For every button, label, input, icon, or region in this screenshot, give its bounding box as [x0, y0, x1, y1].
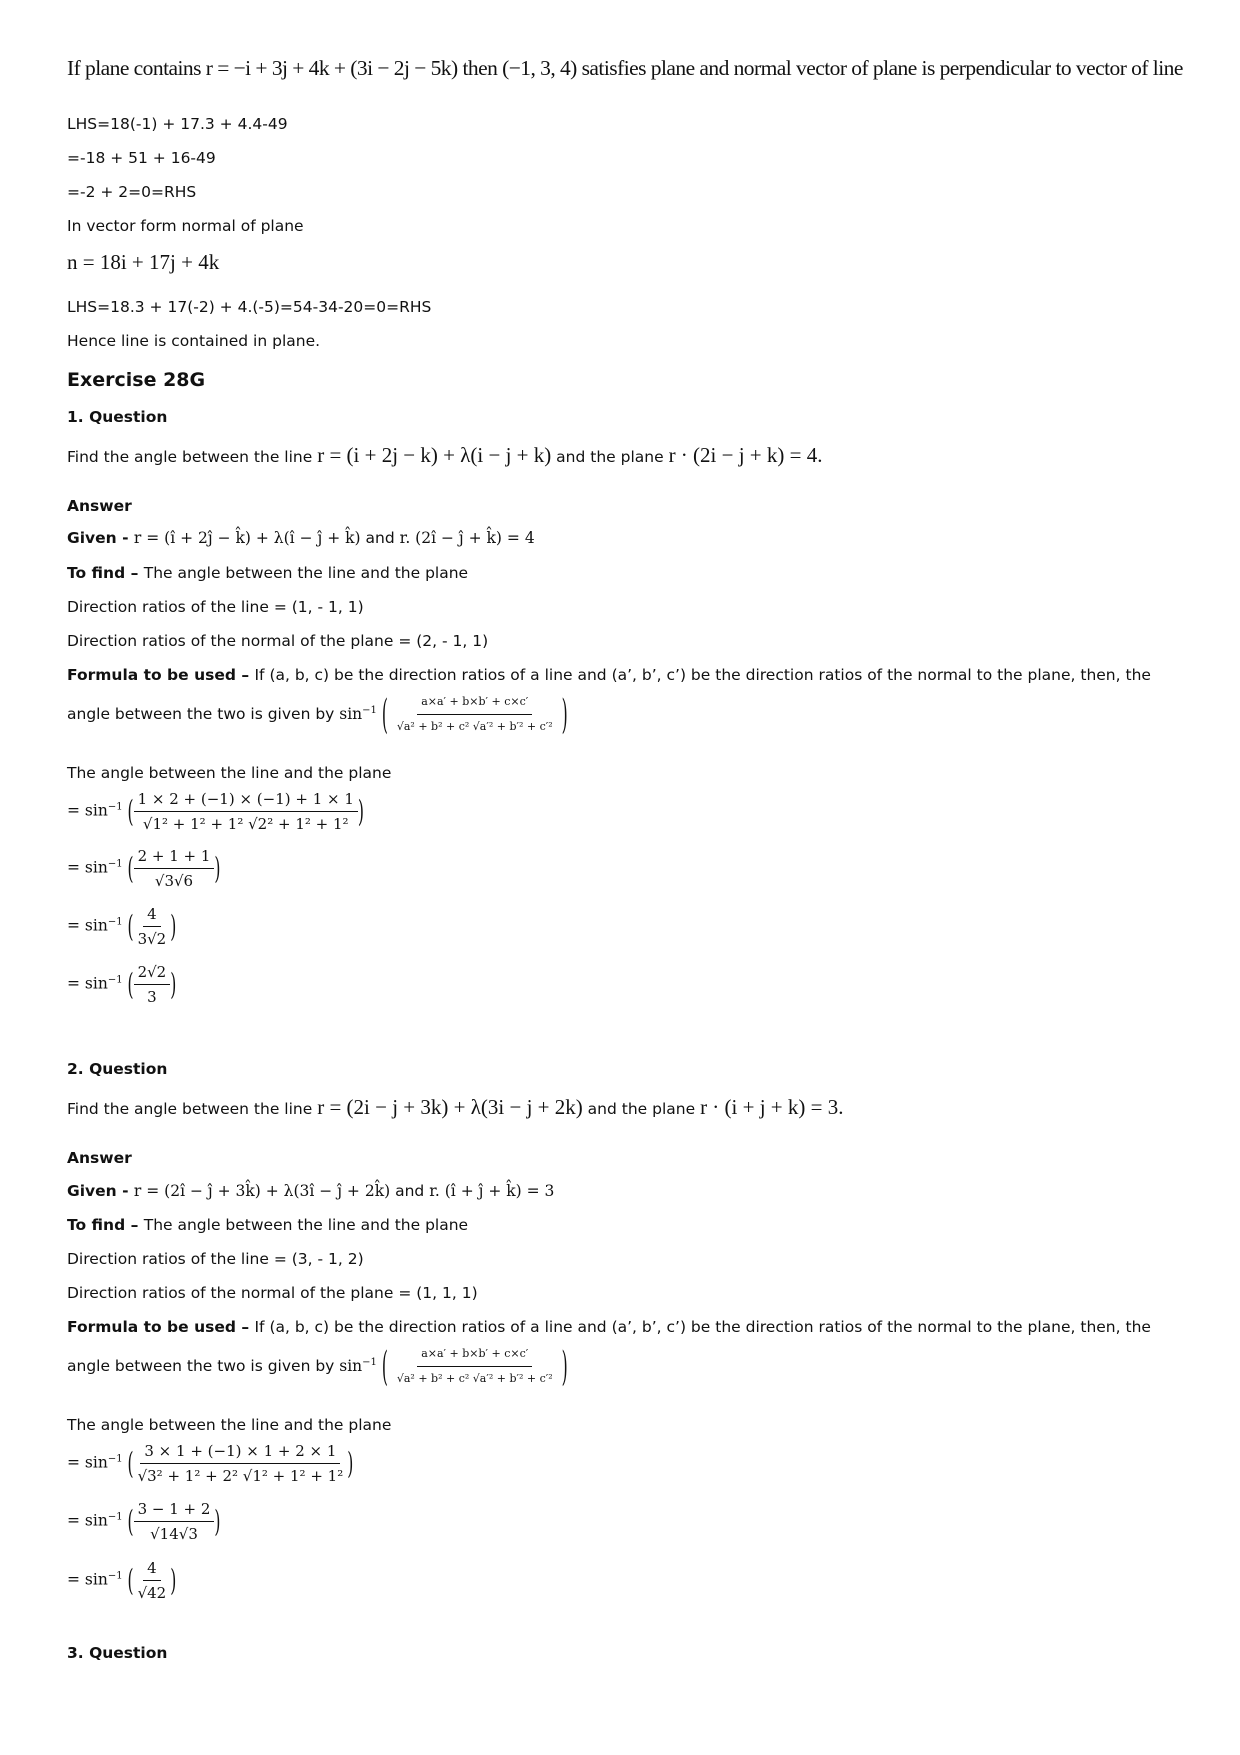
angle-intro: The angle between the line and the plane	[67, 764, 392, 782]
line-equation: r = (2i − j + 3k) + λ(3i − j + 2k)	[317, 1095, 583, 1119]
intro-prefix: If plane contains	[67, 56, 206, 80]
calc-step: = $\sin^{-1}$ ( $\frac{1 \times 2 + (-1) \times (-1) + 1 \times 1}{\text{√1² + 1² + 1² √2² + 1² + 1²}}$ )	[67, 790, 364, 833]
direction-ratios-line: Direction ratios of the line = (1, - 1, 1)	[67, 598, 364, 616]
formula-line: Formula to be used – If (a, b, c) be the direction ratios of a line and (a’, b’, c’) be the direction ratios of the normal to the plane, then, the	[67, 666, 1151, 684]
question-prompt: Find the angle between the line r = (2i − j + 3k) + λ(3i − j + 2k) and the plane r · (i + j + k) = 3.	[67, 1095, 844, 1119]
given-line-equation: r = (2î − ĵ + 3k̂) + λ(3î − ĵ + 2k̂)	[133, 1182, 391, 1200]
to-find-line: To find – The angle between the line and the plane	[67, 1216, 469, 1234]
exercise-title: Exercise 28G	[67, 369, 206, 391]
direction-ratios-line: Direction ratios of the line = (3, - 1, 2)	[67, 1250, 364, 1268]
intro-line	[67, 56, 1183, 81]
text-line: =-18 + 51 + 16-49	[67, 149, 216, 167]
given-line-equation: r = (î + 2ĵ − k̂) + λ(î − ĵ + k̂)	[133, 529, 361, 547]
text-line: Hence line is contained in plane.	[67, 332, 321, 350]
calc-step: = $\sin^{-1}$ ( $\frac{2 + 1 + 1}{√3√6}$ )	[67, 847, 221, 890]
formula-expression: angle between the two is given by $\sin^{-1}$ ( $\frac{a\times a' + b\times b' + c\times c'}{\text{√a² + b² + c² √a′² + b′² + c′²}}$ )	[67, 691, 568, 738]
formula-fraction: $\frac{a\times a' + b\times b' + c\times c'}{\text{√a² + b² + c² √a′² + b′² + c′²}}$	[393, 692, 557, 737]
text-line: LHS=18.3 + 17(-2) + 4.(-5)=54-34-20=0=RHS	[67, 298, 432, 316]
direction-ratios-normal: Direction ratios of the normal of the plane = (2, - 1, 1)	[67, 632, 489, 650]
text-line: In vector form normal of plane	[67, 217, 304, 235]
calc-step: = $\sin^{-1}$ ( $\frac{4}{3√2}$ )	[67, 905, 177, 948]
line-equation: r = (i + 2j − k) + λ(i − j + k)	[317, 443, 552, 467]
to-find-line: To find – The angle between the line and the plane	[67, 564, 469, 582]
formula-expression: angle between the two is given by $\sin^{-1}$ ( $\frac{a\times a' + b\times b' + c\times c'}{\text{√a² + b² + c² √a′² + b′² + c′²}}$ )	[67, 1343, 568, 1390]
given-plane-equation: r. (î + ĵ + k̂) = 3	[429, 1182, 555, 1200]
angle-intro: The angle between the line and the plane	[67, 1416, 392, 1434]
intro-equation: r = −i + 3j + 4k + (3i − 2j − 5k)	[205, 56, 458, 80]
given-line: Given - r = (2î − ĵ + 3k̂) + λ(3î − ĵ + 2k̂) and r. (î + ĵ + k̂) = 3	[67, 1182, 555, 1200]
answer-label: Answer	[67, 497, 132, 515]
direction-ratios-normal: Direction ratios of the normal of the plane = (1, 1, 1)	[67, 1284, 478, 1302]
answer-label: Answer	[67, 1149, 132, 1167]
calc-step: = $\sin^{-1}$ ( $\frac{3 \times 1 + (-1) \times 1 + 2 \times 1}{\text{√3² + 1² + 2² √1² + 1² + 1²}}$ )	[67, 1442, 354, 1485]
given-plane-equation: r. (2î − ĵ + k̂) = 4	[399, 529, 535, 547]
question-title: 3. Question	[67, 1644, 168, 1662]
question-title: 1. Question	[67, 408, 168, 426]
formula-line: Formula to be used – If (a, b, c) be the direction ratios of a line and (a’, b’, c’) be the direction ratios of the normal to the plane, then, the	[67, 1318, 1151, 1336]
normal-vector: n = 18i + 17j + 4k	[67, 250, 220, 274]
calc-step: = $\sin^{-1}$ ( $\frac{2√2}{3}$ )	[67, 963, 177, 1006]
text-line: LHS=18(-1) + 17.3 + 4.4-49	[67, 115, 288, 133]
question-title: 2. Question	[67, 1060, 168, 1078]
text-line: =-2 + 2=0=RHS	[67, 183, 197, 201]
given-line: Given - r = (î + 2ĵ − k̂) + λ(î − ĵ + k̂) and r. (2î − ĵ + k̂) = 4	[67, 529, 535, 547]
plane-equation: r · (i + j + k) = 3.	[700, 1095, 844, 1119]
intro-suffix: then (−1, 3, 4) satisfies plane and normal vector of plane is perpendicular to vector of line	[457, 56, 1183, 80]
question-prompt: Find the angle between the line r = (i + 2j − k) + λ(i − j + k) and the plane r · (2i − j + k) = 4.	[67, 443, 823, 467]
calc-step: = $\sin^{-1}$ ( $\frac{4}{√42}$ )	[67, 1559, 177, 1602]
plane-equation: r · (2i − j + k) = 4.	[668, 443, 823, 467]
calc-step: = $\sin^{-1}$ ( $\frac{3 - 1 + 2}{√14√3}$ )	[67, 1500, 221, 1543]
formula-fraction: $\frac{a\times a' + b\times b' + c\times c'}{\text{√a² + b² + c² √a′² + b′² + c′²}}$	[393, 1344, 557, 1389]
